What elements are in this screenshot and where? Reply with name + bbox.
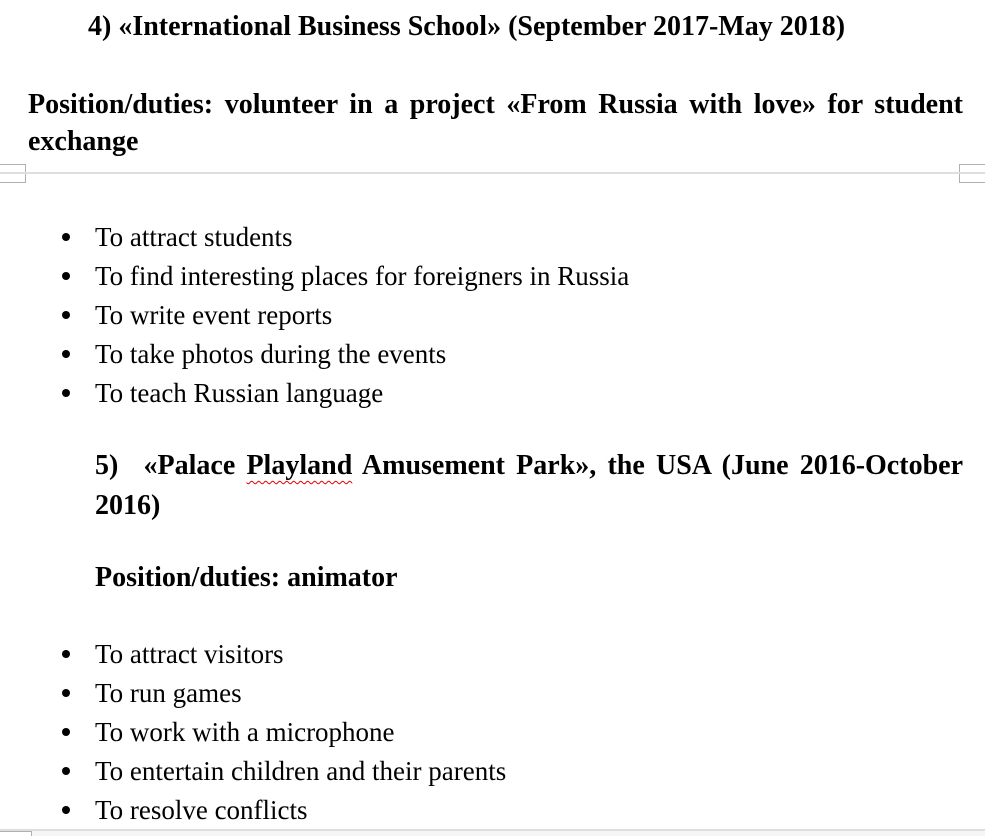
- position-duties-paragraph-1: [28, 86, 963, 160]
- page-corner-left-icon: [0, 831, 32, 836]
- duty-list-2: [62, 635, 506, 830]
- list-item[interactable]: [62, 674, 506, 713]
- list-item[interactable]: [62, 335, 629, 374]
- list-item[interactable]: [62, 752, 506, 791]
- heading-5: [95, 446, 963, 525]
- bullet-icon: [62, 689, 70, 697]
- bullet-icon: [62, 728, 70, 736]
- list-item[interactable]: [62, 218, 629, 257]
- bullet-icon: [62, 767, 70, 775]
- list-item-text: To attract students: [95, 222, 293, 252]
- heading-5-line-2[interactable]: 2016): [95, 490, 161, 521]
- bullet-icon: [62, 650, 70, 658]
- bullet-icon: [62, 311, 70, 319]
- position-duties-1-line-1[interactable]: Position/duties: volunteer in a project «From Russia with love» for student: [28, 89, 963, 120]
- heading-5-text: Amusement Park», the USA (June 2016-October: [361, 450, 963, 481]
- list-item-text: To write event reports: [95, 300, 333, 330]
- bullet-icon: [62, 233, 70, 241]
- page-boundary-bottom[interactable]: [0, 828, 985, 836]
- page-boundary[interactable]: [0, 163, 985, 184]
- misspelled-word[interactable]: Playland: [246, 450, 353, 481]
- list-item[interactable]: [62, 296, 629, 335]
- list-item[interactable]: [62, 713, 506, 752]
- list-item-text: To run games: [95, 678, 242, 708]
- list-item[interactable]: [62, 257, 629, 296]
- list-item-text: To take photos during the events: [95, 339, 447, 369]
- duty-list-1: [62, 218, 629, 413]
- bullet-icon: [62, 389, 70, 397]
- page-gap: [0, 831, 985, 836]
- bullet-icon: [62, 806, 70, 814]
- page-boundary-line[interactable]: [0, 829, 985, 831]
- list-item-text: To entertain children and their parents: [95, 756, 507, 786]
- list-item-text: To work with a microphone: [95, 717, 395, 747]
- heading-5-line-1[interactable]: [95, 446, 963, 486]
- list-item-text: To teach Russian language: [95, 378, 384, 408]
- list-item-text: To attract visitors: [95, 639, 284, 669]
- heading-5-number: 5): [95, 450, 119, 481]
- position-duties-1-line-2[interactable]: exchange: [28, 126, 139, 157]
- list-item-text: To find interesting places for foreigners in Russia: [95, 261, 630, 291]
- heading-5-text: «Palace: [143, 450, 236, 481]
- list-item[interactable]: [62, 374, 629, 413]
- list-item-text: To resolve conflicts: [95, 795, 308, 825]
- bullet-icon: [62, 350, 70, 358]
- bullet-icon: [62, 272, 70, 280]
- position-duties-paragraph-2[interactable]: Position/duties: animator: [95, 562, 398, 593]
- list-item[interactable]: [62, 635, 506, 674]
- heading-4[interactable]: 4) «International Business School» (September 2017-May 2018): [88, 11, 846, 42]
- list-item[interactable]: [62, 791, 506, 830]
- page-boundary-line[interactable]: [0, 172, 985, 174]
